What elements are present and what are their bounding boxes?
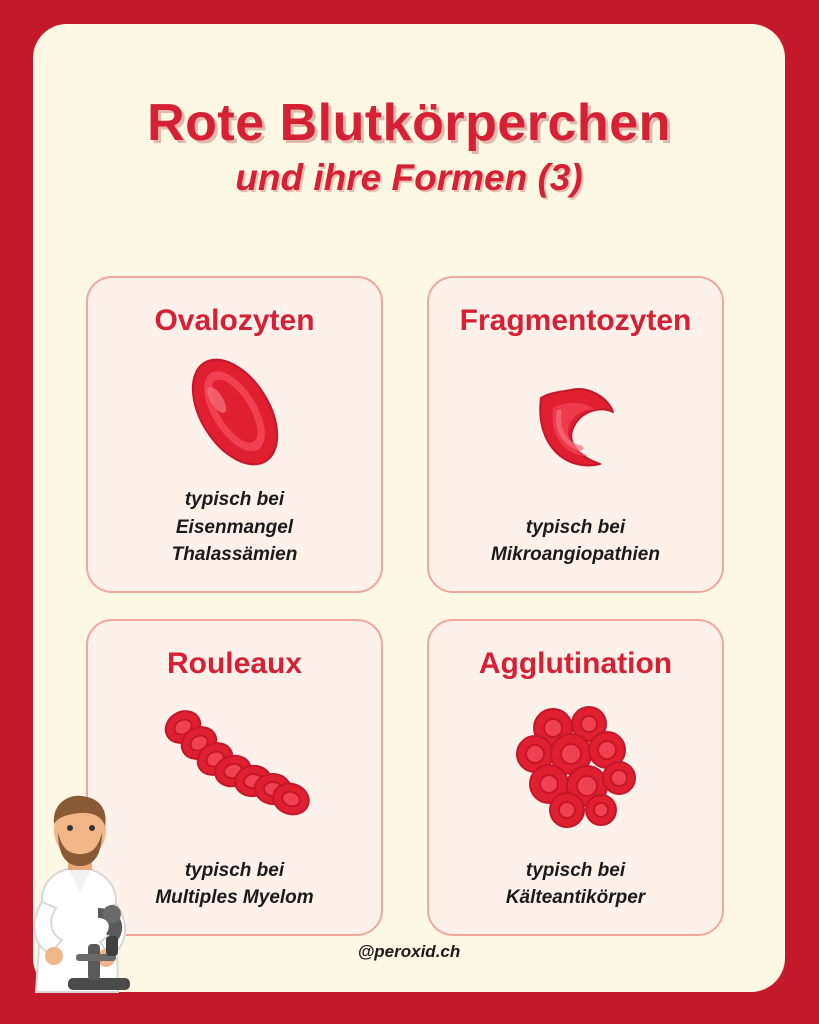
tile-caption [145, 857, 323, 912]
caption-lead: typisch bei [184, 489, 285, 511]
page-title: Rote Blutkörperchen [147, 94, 671, 152]
tile-fragmentozyten [427, 276, 724, 593]
tile-title: Agglutination [478, 647, 673, 680]
page-subtitle: und ihre Formen (3) [235, 156, 583, 198]
tile-caption [162, 486, 308, 569]
caption-line-1: Multiples Myelom [155, 887, 314, 909]
agglutination-cluster-icon [429, 680, 722, 857]
caption-lead: typisch bei [525, 859, 626, 881]
caption-line-2: Thalassämien [171, 544, 298, 566]
tile-caption [496, 857, 655, 912]
tile-ovalozyten [86, 276, 383, 593]
tile-title: Ovalozyten [154, 304, 315, 337]
caption-line-1: Kälteantikörper [505, 887, 646, 909]
caption-lead: typisch bei [525, 516, 626, 538]
caption-lead: typisch bei [184, 859, 285, 881]
account-handle: @peroxid.ch [357, 942, 461, 961]
tile-title: Rouleaux [166, 647, 303, 680]
caption-line-1: Mikroangiopathien [491, 544, 660, 566]
tile-title: Fragmentozyten [459, 304, 692, 337]
tile-caption [481, 514, 670, 569]
tile-agglutination [427, 619, 724, 936]
oval-red-blood-cell-icon [88, 337, 381, 486]
caption-line-1: Eisenmangel [175, 516, 294, 538]
fragmented-red-blood-cell-icon [429, 337, 722, 514]
lab-scientist-with-microscope [6, 768, 166, 998]
poster-title-block [33, 96, 785, 199]
cell-type-grid [86, 276, 736, 936]
